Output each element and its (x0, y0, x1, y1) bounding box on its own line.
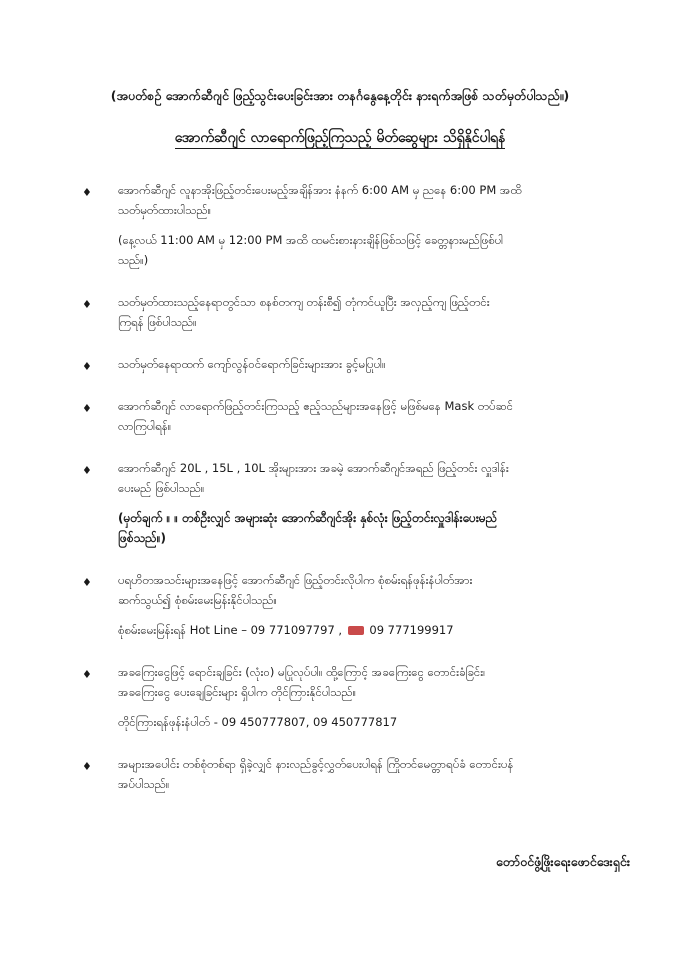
bullet-icon: ♦ (82, 576, 92, 589)
item-text: အောက်ဆီဂျင် 20L , 15L , 10L အိုးများအား အခမဲ့ အောက်ဆီဂျင်အရည် ဖြည့်တင်း လှူဒါန်း (118, 461, 509, 475)
item-remark: ဖြစ်သည်။) (118, 531, 166, 545)
item-text: သတ်မှတ်ထားသည့်နေရာတွင်သာ စနစ်တကျ တန်းစီ၍ တုံကင်ယူပြီး အလှည့်ကျ ဖြည့်တင်း (118, 295, 490, 309)
item-text: အများအပေါင်း တစ်စုံတစ်ရာ ရှိခဲ့လျှင် နားလည်ခွင့်လွှတ်ပေးပါရန် ကြိုတင်မေတ္တာရပ်ခံ တောင်းပန် (118, 757, 514, 771)
bullet-icon: ♦ (82, 360, 92, 373)
list-item (82, 458, 622, 548)
item-remark: (မှတ်ချက် ။ ။ တစ်ဦးလျှင် အများဆုံး အောက်ဆီဂျင်အိုး နှစ်လုံး ဖြည့်တင်းလှူဒါန်းပေးမည် (118, 511, 498, 525)
signature: တော်ဝင်ဖွံ့ဖြိုးရေးဖောင်ဒေးရှင်း (495, 854, 630, 869)
list-item (82, 396, 622, 436)
list-item (82, 354, 622, 374)
notice-list (82, 180, 622, 816)
bullet-icon: ♦ (82, 668, 92, 681)
item-text: အခကြေးငွေဖြင့် ရောင်းချခြင်း (လုံးဝ) မပြုလုပ်ပါ။ ထို့ကြောင့် အခကြေးငွေ တောင်းခံခြင်း၊ (118, 665, 486, 679)
item-text: ဆက်သွယ်၍ စုံစမ်းမေးမြန်းနိုင်ပါသည်။ (118, 593, 278, 607)
list-item (82, 662, 622, 732)
bullet-icon: ♦ (82, 760, 92, 773)
item-text: အပ်ပါသည်။ (118, 777, 170, 791)
item-text: ပေးမည် ဖြစ်ပါသည်။ (118, 481, 205, 495)
item-text: သတ်မှတ်ထားပါသည်။ (118, 203, 212, 217)
item-note: (နေ့လယ် 11:00 AM မှ 12:00 PM အထိ ထမင်းစားနားချိန်ဖြစ်သဖြင့် ခေတ္တနားမည်ဖြစ်ပါ (118, 233, 504, 247)
page-title-text: အောက်ဆီဂျင် လာရောက်ဖြည့်ကြသည့် မိတ်ဆွေများ သိရှိနိုင်ပါရန် (175, 130, 505, 149)
bullet-icon: ♦ (82, 464, 92, 477)
list-item (82, 292, 622, 332)
top-note: (အပတ်စဉ် အောက်ဆီဂျင် ဖြည့်သွင်းပေးခြင်းအား တနင်္ဂနွေနေ့တိုင်း နားရက်အဖြစ် သတ်မှတ်ပါသည်။) (110, 88, 570, 103)
hotline (118, 620, 622, 640)
list-item (82, 180, 622, 270)
bullet-icon: ♦ (82, 186, 92, 199)
complaint-phone: တိုင်ကြားရန်ဖုန်းနံပါတ် - 09 450777807, 09 450777817 (118, 715, 398, 729)
item-text: အောက်ဆီဂျင် လူနာအိုးဖြည့်တင်းပေးမည့်အချိန်အား နံနက် 6:00 AM မှ ညနေ 6:00 PM အထိ (118, 183, 522, 197)
item-text: ပရဟိတအသင်းများအနေဖြင့် အောက်ဆီဂျင် ဖြည့်တင်းလိုပါက စုံစမ်းရန်ဖုန်းနံပါတ်အား (118, 573, 473, 587)
bullet-icon: ♦ (82, 402, 92, 415)
phone-icon (348, 626, 364, 635)
hotline-number: 09 777199917 (369, 623, 454, 637)
item-text: အောက်ဆီဂျင် လာရောက်ဖြည့်တင်းကြသည့် ဧည့်သည်များအနေဖြင့် မဖြစ်မနေ Mask တပ်ဆင် (118, 399, 514, 413)
item-note: သည်။) (118, 253, 149, 267)
hotline-label: စုံစမ်းမေးမြန်းရန် Hot Line – 09 771097797 , (118, 623, 343, 637)
item-text: လာကြပါရန်။ (118, 419, 172, 433)
bullet-icon: ♦ (82, 298, 92, 311)
item-text: အခကြေးငွေ ပေးချေခြင်းများ ရှိပါက တိုင်ကြားနိုင်ပါသည်။ (118, 685, 357, 699)
page-title (60, 128, 620, 149)
item-text: သတ်မှတ်နေရာထက် ကျော်လွန်ဝင်ရောက်ခြင်းများအား ခွင့်မပြုပါ။ (118, 357, 386, 371)
item-text: ကြရန် ဖြစ်ပါသည်။ (118, 315, 197, 329)
list-item (82, 754, 622, 794)
list-item (82, 570, 622, 640)
